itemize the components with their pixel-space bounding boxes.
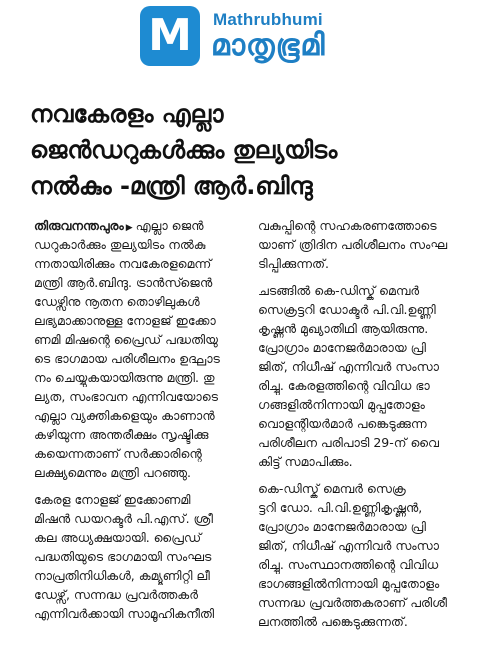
headline-line: നവകേരളം എല്ലാ: [30, 100, 224, 128]
body-line: ടെ ഭാഗമായ പരിശീലനം ഉദ്ഘാട: [34, 351, 220, 366]
body-line: കേരള നോളജ് ഇക്കോണമി: [34, 492, 191, 507]
body-line: സന്നദ്ധ പ്രവർത്തകരാണ് പരിശീ: [258, 595, 447, 610]
body-line: ഡേഴ്സിനു നൂതന തൊഴിലുകൾ: [34, 294, 200, 309]
body-line: കെ-ഡിസ്ക് മെമ്പർ സെക്ര: [258, 481, 406, 496]
dateline: തിരുവനന്തപുരം: [34, 218, 124, 233]
body-line: പ്രോഗ്രാം മാനേജർമാരായ പ്രി: [258, 340, 426, 355]
dateline-arrow-icon: ▶: [125, 223, 133, 233]
body-line: ജിത്, നിധീഷ് എന്നിവർ സംസാ: [258, 538, 439, 553]
logo-letter: M: [148, 10, 192, 61]
body-line: ഡേഴ്സ്, സന്നദ്ധ പ്രവർത്തകർ: [34, 587, 198, 602]
body-line: കല അധ്യക്ഷയായി. പ്രൈഡ്: [34, 530, 202, 545]
body-line: നം ചെയ്യുകയായിരുന്നു മന്ത്രി. തു: [34, 370, 215, 385]
mathrubhumi-logo: [140, 6, 200, 66]
body-line: ട്ടറി ഡോ. പി.വി.ഉണ്ണികൃഷ്ണൻ,: [258, 500, 423, 515]
body-line: ലക്ഷ്യമെന്നും മന്ത്രി പറഞ്ഞു.: [34, 465, 192, 480]
paragraph-gap: [258, 471, 476, 479]
body-line: യാണ് ത്രിദിന പരിശീലനം സംഘ: [258, 237, 448, 252]
body-line: നാപ്രതിനിധികൾ, കമ്യൂണിറ്റി ലീ: [34, 568, 210, 583]
body-line: കയെന്നതാണ് സർക്കാരിന്റെ: [34, 446, 202, 461]
body-line: വൊളന്റിയർമാർ പങ്കെടുക്കുന്ന: [258, 416, 427, 431]
body-line: ടിപ്പിക്കുന്നത്.: [258, 256, 329, 271]
body-line: എല്ലാ ജെൻ: [135, 218, 204, 233]
masthead: [0, 0, 488, 80]
paragraph-gap: [34, 482, 252, 490]
body-line: രിച്ചു. കേരളത്തിന്റെ വിവിധ ഭാ: [258, 378, 430, 393]
body-line: മിഷൻ ഡയറക്ടർ പി.എസ്. ശ്രീ: [34, 511, 213, 526]
body-line: കൃഷ്ണൻ മുഖ്യാതിഥി ആയിരുന്നു.: [258, 321, 429, 336]
body-line: ലഭ്യമാക്കാനുള്ള നോളജ് ഇക്കോ: [34, 313, 216, 328]
brand-name-malayalam: മാതൃഭൂമി: [211, 28, 326, 63]
body-line: വകുപ്പിന്റെ സഹകരണത്തോടെ: [258, 218, 437, 233]
body-line: മന്ത്രി ആർ.ബിന്ദു. ട്രാൻസ്ജെൻ: [34, 275, 213, 290]
body-line: സെക്രട്ടറി ഡോക്ടർ പി.വി.ഉണ്ണി: [258, 302, 436, 317]
article-column-left: [34, 216, 252, 623]
body-line: ല്യത, സംഭാവന എന്നിവയോടെ: [34, 389, 219, 404]
body-line: എന്നിവർക്കായി സാമൂഹികനീതി: [34, 606, 215, 621]
body-line: ന്നതായിരിക്കും നവകേരളമെന്ന്: [34, 256, 212, 271]
body-line: ലനത്തിൽ പങ്കെടുക്കുന്നത്.: [258, 614, 408, 629]
article-headline: [30, 96, 470, 204]
body-line: ജിത്, നിധീഷ് എന്നിവർ സംസാ: [258, 359, 439, 374]
body-line: പരിശീലന പരിപാടി 29-ന് വൈ: [258, 435, 439, 450]
paragraph-gap: [258, 273, 476, 281]
headline-line: ജെൻഡറുകൾക്കും തുല്യയിടം: [30, 136, 338, 164]
headline-line: നൽകും -മന്ത്രി ആർ.ബിന്ദു: [30, 172, 313, 200]
body-line: പദ്ധതിയുടെ ഭാഗമായി സംഘട: [34, 549, 212, 564]
body-line: ഗങ്ങളിൽനിന്നായി മുപ്പതോളം: [258, 397, 425, 412]
brand-name-english: Mathrubhumi: [213, 10, 323, 29]
body-line: കഴിയുന്ന അന്തരീക്ഷം സൃഷ്ടിക്കു: [34, 427, 209, 442]
body-line: ണമി മിഷന്റെ പ്രൈഡ് പദ്ധതിയു: [34, 332, 218, 347]
dateline-line: [34, 216, 252, 235]
body-line: ചടങ്ങിൽ കെ-ഡിസ്ക് മെമ്പർ: [258, 283, 420, 298]
body-line: എല്ലാ വ്യക്തികളെയും കാണാൻ: [34, 408, 215, 423]
body-line: കിട്ട് സമാപിക്കും.: [258, 454, 353, 469]
body-line: രിച്ചു. സംസ്ഥാനത്തിന്റെ വിവിധ: [258, 557, 439, 572]
article-column-right: [258, 216, 476, 631]
body-line: ഭാഗങ്ങളിൽനിന്നായി മുപ്പതോളം: [258, 576, 440, 591]
body-line: ഡറുകാർക്കും തുല്യയിടം നൽകു: [34, 237, 206, 252]
body-line: പ്രോഗ്രാം മാനേജർമാരായ പ്രി: [258, 519, 426, 534]
